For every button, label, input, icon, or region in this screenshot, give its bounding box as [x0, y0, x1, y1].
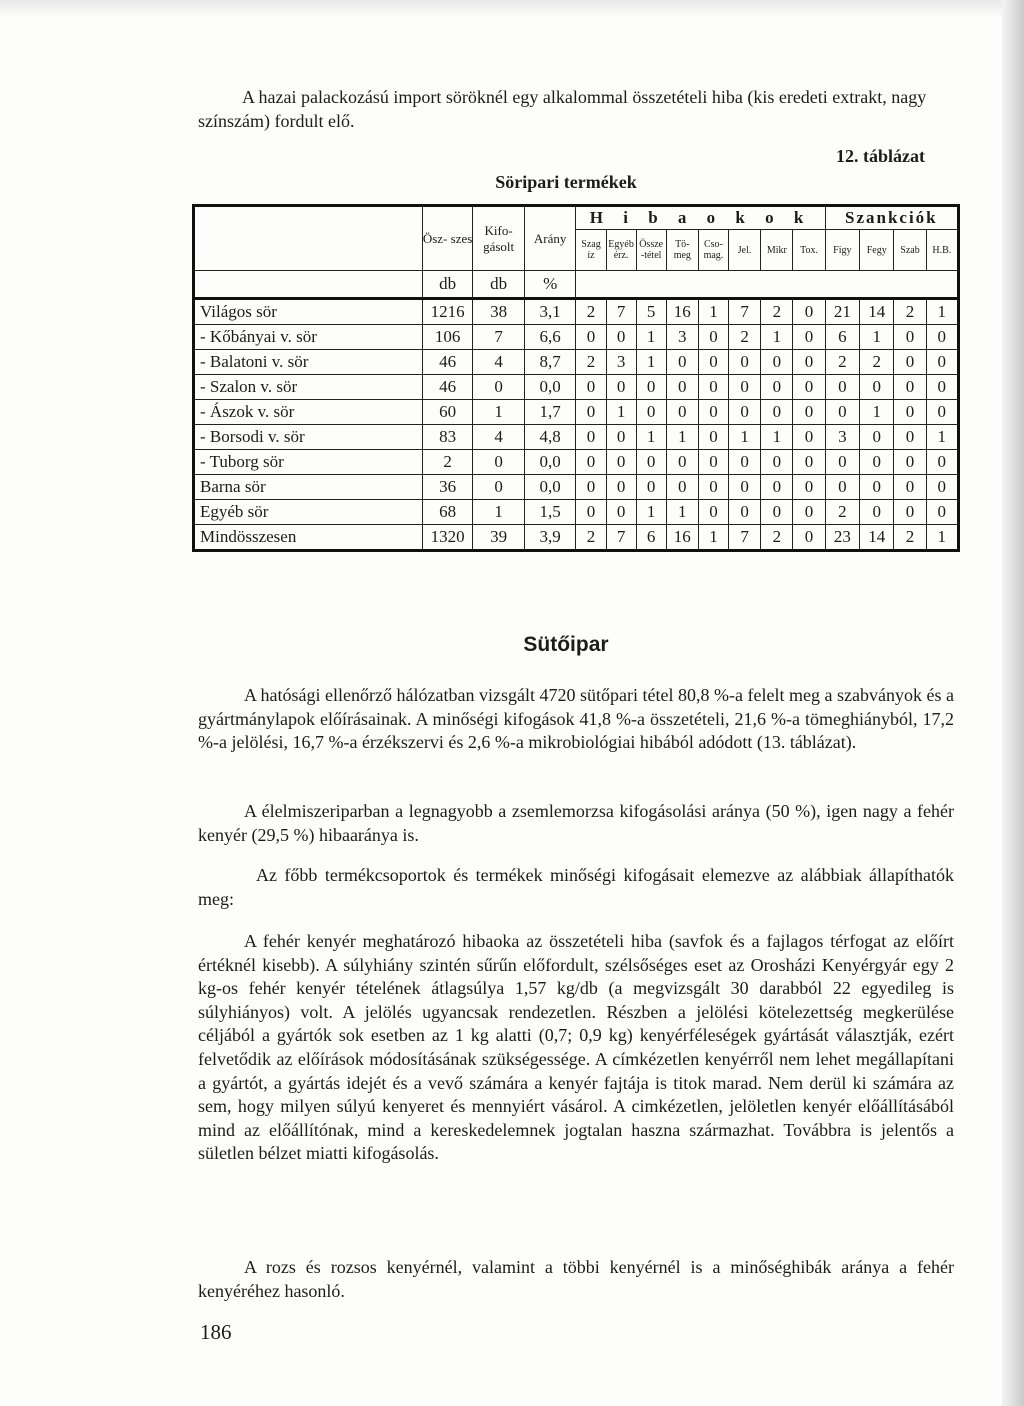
table-cell: 0: [576, 325, 606, 350]
table-cell: 1: [473, 400, 525, 425]
table-cell: 0: [728, 500, 760, 525]
subcol-header: [926, 230, 958, 271]
section-heading: [0, 633, 1024, 657]
table-cell: 0: [576, 450, 606, 475]
subcol-header-bottom: meg: [673, 250, 691, 261]
table-cell: 0: [894, 350, 926, 375]
table-cell: 0: [666, 350, 698, 375]
subcol-header-top: Cso-: [703, 239, 723, 250]
body-paragraph: A fehér kenyér meghatározó hibaoka az összetételi hiba (savfok és a fajlagos térfogat az előírt értéknél kisebb). A súlyhiány szintén sűrűn előfordult, szélsőséges eset az Orosházi Kenyérgyár egy 2 kg-os fehér kenyér tételének átlagsúlya 1,57 kg/db (a megvizsgált 30 darabból 22 egyedileg is súlyhiányos) volt. A jelölés ugyancsak rendezetlen. Részben a jelölési kötelezettség megkerülése céljából a gyártók sok esetben az 1 kg alatti (0,7; 0,9 kg) kenyérféleségek gyártását választják, ezért felvetődik az előírások módosításának szükségessége. A címkézetlen kenyérről nem lehet megállapítani a gyártót, a gyártás idejét és a vevő számára a kenyér fajtája is titok marad. Nem derül ki számára az sem, hogy milyen súlyú kenyeret és mennyiért vásárol. A cimkézetlen, jelöletlen kenyér előállításából mind az előállítónak, mind a kereskedelemnek jogtalan haszna származhat. Továbbra is jelentős a sületlen bélzet miatti kifogásolás.: [198, 931, 954, 1164]
table-title-text: Söripari termékek: [495, 172, 637, 192]
row-label: - Kőbányai v. sör: [194, 325, 423, 350]
subcol-header-bottom: -tétel: [640, 250, 662, 261]
table-cell: 0: [926, 450, 958, 475]
table-cell: 0: [860, 500, 894, 525]
table-cell: 2: [576, 350, 606, 375]
table-cell: 2: [894, 525, 926, 551]
table-cell: 0,0: [524, 450, 576, 475]
table-cell: 0: [728, 375, 760, 400]
table-cell: 8,7: [524, 350, 576, 375]
table-cell: 1216: [422, 299, 472, 325]
subcol-header: [761, 230, 793, 271]
page-number: 186: [200, 1320, 232, 1344]
table-cell: 3: [666, 325, 698, 350]
row-label: Barna sör: [194, 475, 423, 500]
table-cell: 0: [576, 500, 606, 525]
table-cell: 46: [422, 375, 472, 400]
table-cell: 0: [728, 475, 760, 500]
table-cell: 0: [636, 475, 666, 500]
subcol-header-bottom: íz: [587, 250, 595, 261]
subcol-header-top: Fegy: [866, 244, 887, 256]
table-cell: 0: [473, 450, 525, 475]
page-binding-edge: [1002, 0, 1024, 1406]
table-cell: 0: [793, 400, 825, 425]
table-cell: 7: [473, 325, 525, 350]
body-paragraph: A hatósági ellenőrző hálózatban vizsgált 4720 sütőpari tétel 80,8 %-a felelt meg a szabványok és a gyártmánylapok előírásainak. A minőségi kifogások 41,8 %-a összetételi, 21,6 %-a tömeghiányból, 17,2 %-a jelölési, 16,7 %-a érzékszervi és 2,6 %-a mikrobiológiai hibából adódott (13. táblázat).: [198, 685, 954, 753]
table-cell: 0: [698, 325, 728, 350]
table-cell: 0: [926, 400, 958, 425]
table-cell: 6,6: [524, 325, 576, 350]
table-cell: 0: [793, 375, 825, 400]
table-cell: 1: [860, 400, 894, 425]
table-cell: 60: [422, 400, 472, 425]
table-cell: 14: [860, 299, 894, 325]
beer-defects-table: [192, 204, 960, 552]
table-cell: 0: [793, 299, 825, 325]
table-row: [194, 299, 959, 325]
header-group-szankciok: Szankciók: [825, 206, 958, 230]
table-cell: 2: [728, 325, 760, 350]
table-cell: 0: [728, 450, 760, 475]
table-cell: 2: [894, 299, 926, 325]
row-label: Egyéb sör: [194, 500, 423, 525]
table-cell: 0: [606, 325, 636, 350]
table-number: 12. táblázat: [836, 146, 925, 166]
table-cell: 0: [894, 375, 926, 400]
table-cell: 0: [761, 475, 793, 500]
table-cell: 3: [606, 350, 636, 375]
table-cell: 83: [422, 425, 472, 450]
table-cell: 2: [422, 450, 472, 475]
table-cell: 0: [473, 375, 525, 400]
table-cell: 0: [606, 450, 636, 475]
row-label: Mindösszesen: [194, 525, 423, 551]
row-label: - Balatoni v. sör: [194, 350, 423, 375]
table-cell: 21: [825, 299, 859, 325]
table-cell: 68: [422, 500, 472, 525]
table-cell: 0: [894, 450, 926, 475]
subcol-header: [666, 230, 698, 271]
table-cell: 0: [666, 400, 698, 425]
intro-paragraph: A hazai palackozású import söröknél egy alkalommal összetételi hiba (kis eredeti extrakt, nagy színszám) fordult elő.: [198, 87, 927, 131]
table-cell: 4: [473, 350, 525, 375]
table-cell: 39: [473, 525, 525, 551]
table-cell: 1: [860, 325, 894, 350]
row-label: - Ászok v. sör: [194, 400, 423, 425]
table-cell: 3: [825, 425, 859, 450]
table-cell: 0: [698, 400, 728, 425]
table-cell: 1: [606, 400, 636, 425]
table-cell: 38: [473, 299, 525, 325]
table-cell: 2: [761, 525, 793, 551]
table-cell: 23: [825, 525, 859, 551]
table-cell: 0: [728, 400, 760, 425]
table-cell: 1,7: [524, 400, 576, 425]
subcol-header-top: Jel.: [737, 244, 752, 256]
table-cell: 1: [926, 299, 958, 325]
table-cell: 2: [825, 500, 859, 525]
subcol-header-bottom: érz.: [613, 250, 629, 261]
table-cell: 2: [761, 299, 793, 325]
table-cell: 0: [606, 500, 636, 525]
table-cell: 0: [606, 375, 636, 400]
subcol-header-bottom: mag.: [703, 250, 724, 261]
table-cell: 1: [761, 425, 793, 450]
table-cell: 1: [728, 425, 760, 450]
table-cell: 5: [636, 299, 666, 325]
subcol-header: [894, 230, 926, 271]
table-cell: 0: [860, 475, 894, 500]
table-cell: 0: [860, 425, 894, 450]
table-cell: 0: [894, 400, 926, 425]
table-cell: 0: [636, 375, 666, 400]
table-cell: 0,0: [524, 475, 576, 500]
table-row: [194, 450, 959, 475]
row-label: Világos sör: [194, 299, 423, 325]
table-cell: 0: [761, 500, 793, 525]
table-cell: 0: [576, 475, 606, 500]
subcol-header: [636, 230, 666, 271]
body-paragraph: A rozs és rozsos kenyérnél, valamint a többi kenyérnél is a minőséghibák aránya a fehér kenyéréhez hasonló.: [198, 1257, 954, 1301]
table-cell: 1: [636, 425, 666, 450]
unit-percent: %: [524, 271, 576, 299]
subcol-header: [698, 230, 728, 271]
table-cell: 1: [473, 500, 525, 525]
table-cell: 106: [422, 325, 472, 350]
table-cell: 0: [825, 375, 859, 400]
table-cell: 0: [894, 475, 926, 500]
table-cell: 14: [860, 525, 894, 551]
table-body: [194, 299, 959, 551]
units-blank-rest: [576, 271, 959, 299]
table-cell: 0: [666, 450, 698, 475]
subcol-header-top: Szag: [581, 239, 601, 250]
table-cell: 0: [926, 500, 958, 525]
table-cell: 0: [576, 375, 606, 400]
table-cell: 1: [636, 350, 666, 375]
table-cell: 0: [894, 325, 926, 350]
table-cell: 1: [926, 525, 958, 551]
subcol-header-top: Egyéb: [608, 239, 634, 250]
table-cell: 0: [698, 450, 728, 475]
table-cell: 36: [422, 475, 472, 500]
table-cell: 0: [666, 375, 698, 400]
table-cell: 0: [825, 400, 859, 425]
body-paragraph: A élelmiszeriparban a legnagyobb a zsemlemorzsa kifogásolási aránya (50 %), igen nagy a fehér kenyér (29,5 %) hibaaránya is.: [198, 801, 954, 845]
table-cell: 0: [860, 450, 894, 475]
table-row: [194, 400, 959, 425]
table-cell: 7: [606, 299, 636, 325]
table-cell: 0: [698, 350, 728, 375]
subcol-header-top: Tox.: [800, 244, 818, 256]
table-cell: 1320: [422, 525, 472, 551]
table-cell: 2: [576, 525, 606, 551]
table-cell: 0: [761, 450, 793, 475]
table-cell: 6: [825, 325, 859, 350]
table-header-row-groups: [194, 206, 959, 230]
subcol-header-top: Össze: [639, 239, 664, 250]
body-paragraph: Az főbb termékcsoportok és termékek minőségi kifogásait elemezve az alábbiak állapíthatók meg:: [198, 865, 954, 909]
table-cell: 0: [761, 400, 793, 425]
table-cell: 0: [698, 375, 728, 400]
table-cell: 0: [698, 475, 728, 500]
table-row: [194, 325, 959, 350]
units-blank: [194, 271, 423, 299]
table-cell: 0: [825, 475, 859, 500]
table-cell: 0: [894, 500, 926, 525]
table-row: [194, 425, 959, 450]
table-cell: 2: [860, 350, 894, 375]
row-label: - Borsodi v. sör: [194, 425, 423, 450]
table-cell: 0: [698, 500, 728, 525]
subcol-header: [860, 230, 894, 271]
table-cell: 2: [825, 350, 859, 375]
subcol-header: [606, 230, 636, 271]
page-top-shadow: [0, 0, 1024, 18]
table-cell: 7: [728, 299, 760, 325]
header-group-hibaokok: H i b a o k o k: [576, 206, 825, 230]
table-cell: 2: [576, 299, 606, 325]
table-cell: 0: [606, 475, 636, 500]
table-row: [194, 475, 959, 500]
table-cell: 0,0: [524, 375, 576, 400]
subcol-header-top: Figy: [833, 244, 852, 256]
table-cell: 1: [926, 425, 958, 450]
subcol-header-top: Mikr: [766, 244, 787, 256]
table-cell: 0: [793, 500, 825, 525]
table-cell: 0: [761, 375, 793, 400]
table-cell: 1: [698, 299, 728, 325]
table-cell: 0: [761, 350, 793, 375]
table-cell: 0: [926, 475, 958, 500]
table-cell: 0: [860, 375, 894, 400]
header-arany: Arány: [524, 206, 576, 271]
subcol-header-top: Tö-: [675, 239, 690, 250]
table-cell: 0: [793, 475, 825, 500]
table-cell: 0: [926, 375, 958, 400]
table-cell: 0: [576, 400, 606, 425]
section-heading-text: Sütőipar: [523, 633, 609, 656]
header-kifogasolt: Kifo- gásolt: [473, 206, 525, 271]
table-row: [194, 500, 959, 525]
table-cell: 0: [793, 325, 825, 350]
unit-db-osszes: db: [422, 271, 472, 299]
table-cell: 6: [636, 525, 666, 551]
table-cell: 1,5: [524, 500, 576, 525]
table-cell: 7: [606, 525, 636, 551]
row-label: - Tuborg sör: [194, 450, 423, 475]
header-osszes: Ösz- szes: [422, 206, 472, 271]
table-cell: 7: [728, 525, 760, 551]
table-row: [194, 525, 959, 551]
table-cell: 0: [793, 525, 825, 551]
table-cell: 4,8: [524, 425, 576, 450]
table-row: [194, 350, 959, 375]
table-cell: 16: [666, 525, 698, 551]
table-cell: 1: [636, 325, 666, 350]
table-cell: 3,9: [524, 525, 576, 551]
header-blank-cell: [194, 206, 423, 271]
subcol-header: [793, 230, 825, 271]
table-cell: 0: [636, 450, 666, 475]
table-cell: 0: [698, 425, 728, 450]
table-cell: 0: [728, 350, 760, 375]
subcol-header-top: H.B.: [932, 244, 952, 256]
table-cell: 3,1: [524, 299, 576, 325]
subcol-header: [728, 230, 760, 271]
table-cell: 46: [422, 350, 472, 375]
table-cell: 0: [666, 475, 698, 500]
subcol-header-top: Szab: [900, 244, 920, 256]
subcol-header: [576, 230, 606, 271]
table-cell: 0: [636, 400, 666, 425]
table-cell: 16: [666, 299, 698, 325]
table-cell: 0: [473, 475, 525, 500]
table-cell: 0: [926, 325, 958, 350]
table-cell: 0: [606, 425, 636, 450]
table-cell: 1: [761, 325, 793, 350]
table-cell: 0: [793, 450, 825, 475]
table-cell: 0: [793, 425, 825, 450]
table-cell: 0: [825, 450, 859, 475]
table-cell: 0: [576, 425, 606, 450]
table-cell: 1: [666, 500, 698, 525]
table-cell: 0: [894, 425, 926, 450]
table-header-row-units: [194, 271, 959, 299]
table-cell: 0: [926, 350, 958, 375]
table-row: [194, 375, 959, 400]
table-cell: 1: [666, 425, 698, 450]
table-cell: 4: [473, 425, 525, 450]
unit-db-kifogasolt: db: [473, 271, 525, 299]
table-cell: 0: [793, 350, 825, 375]
table-title: [0, 172, 1024, 193]
subcol-header: [825, 230, 859, 271]
table-cell: 1: [698, 525, 728, 551]
row-label: - Szalon v. sör: [194, 375, 423, 400]
table-cell: 1: [636, 500, 666, 525]
